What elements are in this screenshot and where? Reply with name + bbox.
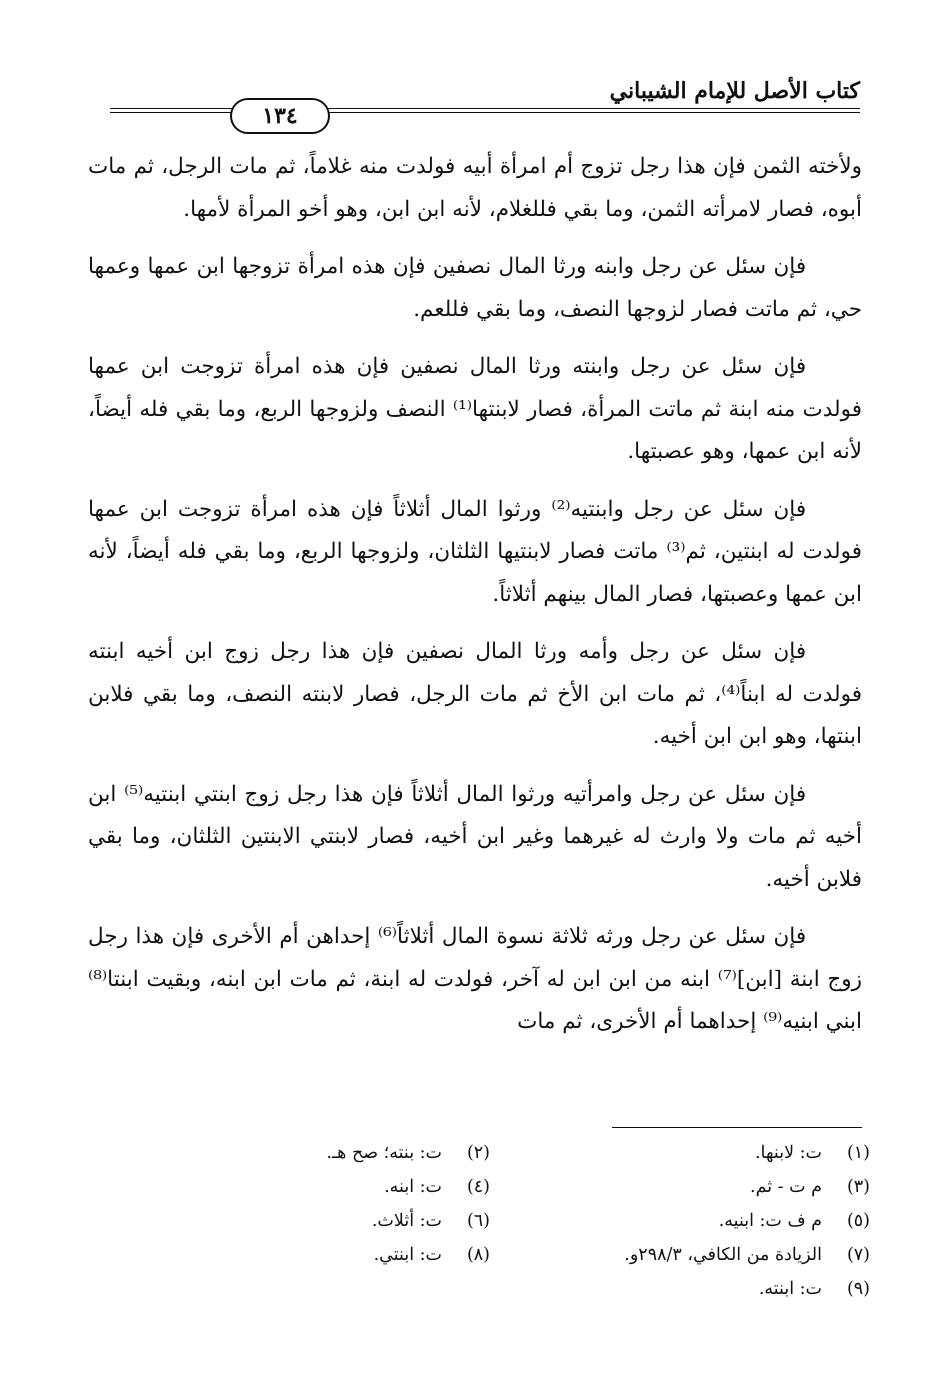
- footnotes: [120, 1138, 870, 1304]
- footnote-separator: [612, 1127, 862, 1128]
- header-rule: [110, 108, 860, 109]
- footnote: [490, 1172, 870, 1202]
- footnote: [490, 1240, 870, 1270]
- paragraph: فإن سئل عن رجل وابنتيه⁽²⁾ ورثوا المال أثلاثاً فإن هذه امرأة تزوجت ابن عمها فولدت له ابنتين، ثم⁽³⁾ ماتت فصار لابنتيها الثلثان، ولزوجها الربع، وما بقي فله أيضاً، لأنه ابن عمها وعصبتها، فصار المال بينهم أثلاثاً.: [88, 496, 862, 607]
- page-number: ١٣٤: [230, 98, 330, 134]
- footnote: [490, 1138, 870, 1168]
- footnote-number: (٣): [846, 1177, 870, 1197]
- footnote-number: (٢): [466, 1143, 490, 1163]
- running-title: كتاب الأصل للإمام الشيباني: [609, 78, 860, 104]
- footnote-number: (٧): [846, 1245, 870, 1265]
- footnote-text: ت: بنته؛ صح هـ.: [326, 1143, 442, 1163]
- footnote: [490, 1274, 870, 1304]
- footnote-text: م ت - ثم.: [750, 1177, 822, 1197]
- footnote-text: الزيادة من الكافي، ٢٩٨/٣و.: [624, 1245, 822, 1265]
- paragraph: ولأخته الثمن فإن هذا رجل تزوج أم امرأة أبيه فولدت منه غلاماً، ثم مات الرجل، ثم مات أبوه، فصار لامرأته الثمن، وما بقي فللغلام، لأنه ابن ابن، وهو أخو المرأة لأمها.: [88, 154, 862, 222]
- paragraph: فإن سئل عن رجل وامرأتيه ورثوا المال أثلاثاً فإن هذا رجل زوج ابنتي ابنتيه⁽⁵⁾ ابن أخيه ثم مات ولا وارث له غيرهما وغير ابن أخيه، فصار لابنتي الابنتين الثلثان، وما بقي فلابن أخيه.: [88, 781, 862, 892]
- footnote-text: ت: ابنته.: [758, 1279, 822, 1299]
- footnote-text: م ف ت: ابنيه.: [718, 1211, 822, 1231]
- footnote-number: (٩): [846, 1279, 870, 1299]
- paragraph: فإن سئل عن رجل وأمه ورثا المال نصفين فإن هذا رجل زوج ابن أخيه ابنته فولدت له ابناً⁽⁴⁾، ثم مات ابن الأخ ثم مات الرجل، فصار لابنته النصف، وما بقي فلابن ابنتها، وهو ابن ابن أخيه.: [88, 639, 862, 749]
- paragraph: فإن سئل عن رجل وابنته ورثا المال نصفين فإن هذه امرأة تزوجت ابن عمها فولدت منه ابنة ثم ماتت المرأة، فصار لابنتها⁽¹⁾ النصف ولزوجها الربع، وما بقي فله أيضاً، لأنه ابن عمها، وهو عصبتها.: [88, 354, 862, 464]
- footnote: [120, 1240, 490, 1270]
- footnote-number: (٦): [466, 1211, 490, 1231]
- footnote-number: (٥): [846, 1211, 870, 1231]
- footnote-text: ت: أثلاث.: [371, 1211, 442, 1231]
- footnote-text: ت: ابنه.: [384, 1177, 442, 1197]
- footnote-text: ت: لابنها.: [754, 1143, 822, 1163]
- footnote: [120, 1172, 490, 1202]
- page-header: [110, 72, 860, 132]
- footnote: [120, 1138, 490, 1168]
- footnote-text: ت: ابنتي.: [373, 1245, 442, 1265]
- footnote: [120, 1206, 490, 1236]
- footnote-number: (٤): [466, 1177, 490, 1197]
- footnote-number: (١): [846, 1143, 870, 1163]
- paragraph: فإن سئل عن رجل ورثه ثلاثة نسوة المال أثلاثاً⁽⁶⁾ إحداهن أم الأخرى فإن هذا رجل زوج ابنة [ابن]⁽⁷⁾ ابنه من ابن ابن له آخر، فولدت له ابنة، ثم مات ابن ابنه، وبقيت ابنتا⁽⁸⁾ ابني ابنيه⁽⁹⁾ إحداهما أم الأخرى، ثم مات: [88, 924, 862, 1034]
- header-rule: [110, 112, 860, 113]
- footnote: [490, 1206, 870, 1236]
- main-text: [88, 146, 862, 1059]
- paragraph: فإن سئل عن رجل وابنه ورثا المال نصفين فإن هذه امرأة تزوجها ابن عمها وعمها حي، ثم ماتت فصار لزوجها النصف، وما بقي فللعم.: [88, 254, 862, 322]
- footnote-number: (٨): [466, 1245, 490, 1265]
